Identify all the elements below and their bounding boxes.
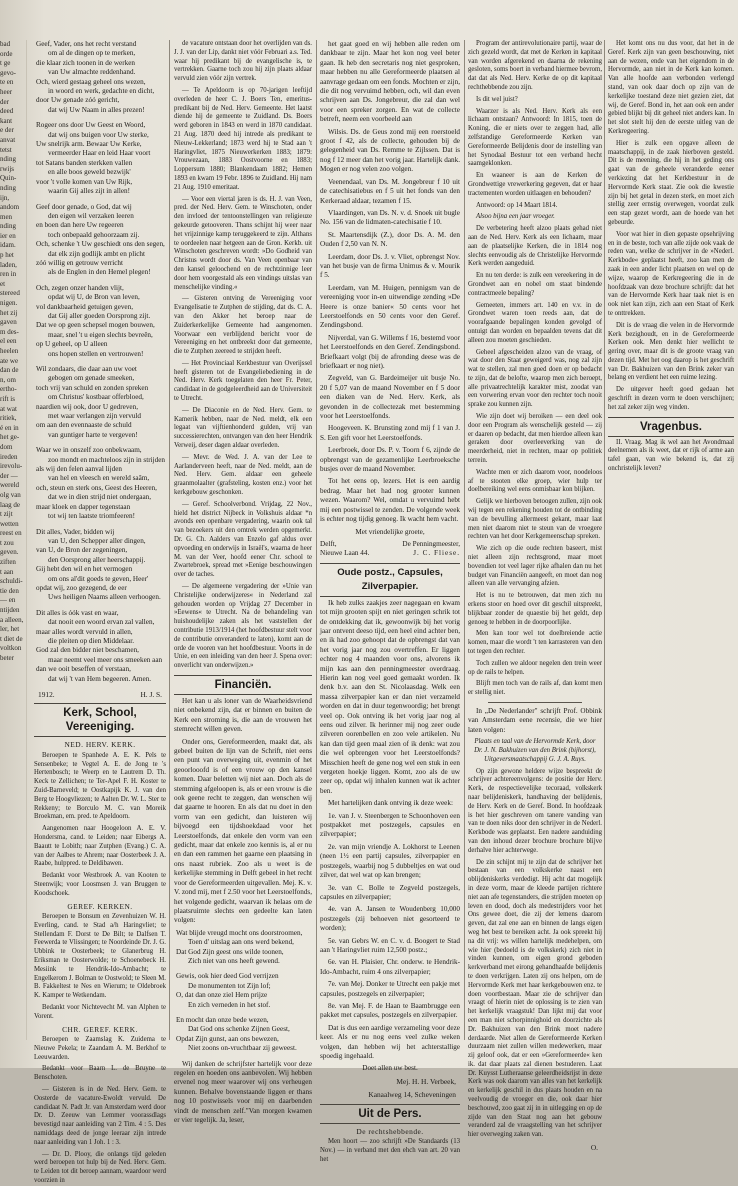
margin-fragment: der — xyxy=(0,471,18,480)
margin-fragment: et xyxy=(0,279,6,288)
poem-line: door Uw genade zóó gericht, xyxy=(36,96,120,105)
margin-fragment: a alleen, xyxy=(0,615,24,624)
section-heading-vragenbus: Vragenbus. xyxy=(608,417,734,437)
margin-fragment: nding xyxy=(0,183,16,192)
poem-line: Dat God Zijn geest ons wilde toonen, xyxy=(176,947,284,956)
poem-line: als wij den felen aanval lijden xyxy=(36,465,123,474)
poem-line: dat we in dien strijd niet ondergaan, xyxy=(48,493,152,502)
margin-fragment: irevolu- xyxy=(0,462,23,471)
poem-stanza xyxy=(36,40,166,115)
margin-fragment: ziften xyxy=(0,558,16,567)
margin-fragment: wetten xyxy=(0,519,19,528)
signature-role: De Penningmeester, xyxy=(402,539,460,548)
subheading-geref-kerken: GEREF. KERKEN. xyxy=(67,901,133,911)
poem-line: van Uw almachte reddenhand. xyxy=(48,68,136,77)
poem-line: De monumenten tot Zijn lof; xyxy=(188,981,271,990)
article-paragraph: Tot het eens op, lezers. Het is een aardig bedrag. Maar het had nog grooter kunnen wezen. Waarom? Wel, omdat u vervuimd hebt mij een postwissel te zenden. De volgende week is echter nog tijdig genoeg. Ik wacht hem vacht. xyxy=(320,477,460,524)
list-item: 3e. van C. Bolle te Zegveld postzegels, capsules en zilverpapier; xyxy=(320,883,460,901)
poem-line: Geef, Vader, ons het recht verstand xyxy=(36,40,137,48)
margin-fragment: dom xyxy=(0,442,13,451)
section-heading-oude-postz: Oude postz., Capsules, Zilverpapier. xyxy=(320,563,460,597)
margin-fragment: anvat xyxy=(0,135,16,144)
margin-fragment: el een xyxy=(0,337,17,346)
news-item: Aangenomen naar Hoogeloon A. E. V. Hondersma, cand. te Leiden; naar Eibergs A. Baautt te Lobith; naar Zutphen (Evang.) C. A. van der Aalbes te Ahrem; naar Oosterbeek J. A. Raabe, hulppred. te Deldibawen. xyxy=(34,825,166,868)
article-paragraph: Veenendaal, van Ds. M. Jongebreur f 10 uit de catechisatiebus en f 5 uit het fonds van den Kerkeraad aldaar, tezamen f 15. xyxy=(320,177,460,205)
margin-fragment: tetst xyxy=(0,145,12,154)
news-item: — De Diaconie en de Ned. Herv. Gem. te Kamerik hebben, naar de Ned. meldt, elk een legaat van vijftienhonderd gulden, vrij van successierechten, ontvangen van den heer Hendrik Verweij, deser dagen aldaar overleden. xyxy=(174,406,312,450)
poem-line: Gij hebt den wil en het vermogen xyxy=(36,565,133,574)
list-item: 2e. van mijn vriendje A. Lokhorst te Leenen (neen 1½ een partij capsules, zilverpapier en postzegels, waarbij nog 5 dubbeltjes en wat oud zilver, dat wel wat op kan brengen; xyxy=(320,842,460,880)
poem-line: den eigen wil verzaken leeren xyxy=(48,211,134,220)
column-5 xyxy=(608,40,734,1050)
margin-fragment: stereed xyxy=(0,289,20,298)
margin-fragment: heelen xyxy=(0,347,19,355)
article-paragraph: Hoogeveen. K. Brunsting zond mij f 1 van J. S. Een gift voor het Leerstoelfonds. xyxy=(320,424,460,442)
article-paragraph: Leerbroek, door Ds. P. v. Toorn f 6, zijnde de opbrengst van de gezamenlijke Leerbroeksche busjes over de maand November. xyxy=(320,446,460,474)
margin-fragment: Quin- xyxy=(0,174,17,183)
poem-line: en alle boos geweld bezwijk' xyxy=(48,168,131,177)
article-paragraph: Nijverdal, van G. Willems f 16, bestemd voor het Leerstoelfonds en den Geref. Zendingsbond. Briefkaart volgt (bij de afronding deese was de briefkaart er nog niet). xyxy=(320,333,460,370)
margin-fragment: nding xyxy=(0,222,16,231)
news-item: Beroepen te Spanhede A. E. K. Pels te Sensenbeke; te Vegtel A. E. de Jong te 's Hertenbosch; te Weerp en te Lautrem D. Th. Keck te Zellichen; te Ter-Apel F. H. Koster te Zuid-Barneveld; te Oostkapijk K. J. van den Berg te Hoogvliezen; te Aalten Dr. W. L. Ster te Rekkeny; te Borculo M. C. van Moreik Broekman, em. pred. te Apeldoorn. xyxy=(34,751,166,821)
article-paragraph: Geheel afgescheiden alzoo van de vraag, of wat door den Staat geweigerd was, nog zal zijn wat te stellen, zal men goed doen er op bedacht te zijn, dat de belofte, waarop men zich beroept, alle privaatrechtelijk karakter mist, zoodat van een vorwering ervan voor den rechter toch nooit sprake zou kunnen zijn. xyxy=(468,348,602,409)
news-item: Beroepen te Zaamslag K. Zuidema te Nieuwe Pekela; te Zaandam A. M. Berkhof te Leeuwarden. xyxy=(34,1035,166,1061)
column-rule xyxy=(604,40,605,1040)
article-paragraph: Waarzer is als Ned. Herv. Kerk als een lichaam ontstaan? Antwoord: In 1815, toen de Koning, die er niets over te zeggen had, alle zelfstandige Gereformeerde Kerken van Gereformeerde Belijdenis door de instelling van het Synodaal Bestuur tot een verband hecht saamgeklonken. xyxy=(468,107,602,168)
poem-stanza xyxy=(176,972,312,1010)
margin-fragment: ijn, xyxy=(0,193,10,202)
poem-line: Dat we op geen schepsel mogen bouwen, xyxy=(36,321,155,330)
question-item: II. Vraag. Mag ik wel aan het Avondmaal deelnemen als ik weet, dat er rijk of arme aan tafel gaan, van wie bekend is, dat zij onchristelijk leven? xyxy=(608,438,734,473)
margin-fragment: orde xyxy=(0,49,13,58)
article-paragraph: Gemeeten, immers art. 140 en v.v. in de Grondwet waren toen reeds aan, dat de voorafgaande bepalingen konden gevolgd of ontuigt dan worden en bepaalden tevens dat dit alleen zou moeten geschieden. xyxy=(468,301,602,344)
news-item: — Gisteren is in de Ned. Herv. Gem. te Oosterde de vacature-Ewoldt vervuld. De candidaat N. Padt Jr. van Amsterdam werd door Dr. D. Zeeuw van Lemmer voorassdlags bevestigd naar aanleiding van 2 Tim. 4 : 5. Des namiddags deed de jonge leeraar zijn intrede naar aanleiding van 1 Joh. 1 : 3. xyxy=(34,1085,166,1146)
article-paragraph: Wilsis. Ds. de Geus zond mij een roerstoeld groot f 42, als de collecte, gehouden bij de gelegenheid van Ds. Remme te Zijlssen. Dat is nog f 12 meer dan het vorig jaar. Hartelijk dank. Mogen er nog velen zoo volgen. xyxy=(320,127,460,174)
verse-quote xyxy=(174,929,312,1054)
article-paragraph: En waaneer is aan de Kerken de Grondwettige vrewerkering gegeven, dat er haar tractementen worden uitlaagen en behouden? xyxy=(468,172,602,197)
margin-fragment: ren in xyxy=(0,270,17,279)
column-1 xyxy=(34,40,166,1184)
poem-line: Och, zegen onzer handen vlijt, xyxy=(36,283,124,292)
article-paragraph: Het kan u als loner van de Waarheidsvriend niet onbekend zijn, dat er binnen en buiten de Kerk een stroming is, die aan de vrouwen het stemrecht willen geven. xyxy=(174,696,312,734)
poem-line: maar, snel 't u eigen slechts bevreên, xyxy=(48,330,153,339)
list-item: 7e. van Mej. Donker te Utrecht een pakje met capsules, postzegels en zilverpapier; xyxy=(320,980,460,998)
poem-line: O, dat dan onze ziel Hem prijze xyxy=(176,991,268,1000)
article-paragraph: Voor wat hier in dien gepaste opsehrijving en in de beste, toch van alle zijde ook vaak de reden van, welke de schrijver in de »Nederl. Kerkbode« geplaatst heeft, zoo kan men de zaak in een ander licht plaatsen en wel op de wijze, waarop de Kerkregeering die in de hoofdzaak van deze brochure schrijft: dat het van de Hervormde Kerk haar taak niet is en ook niet kan zijn, zich aan een Staat of Kerk te onttrekken. xyxy=(608,230,734,317)
margin-fragment: nding xyxy=(0,155,16,164)
poem-line: Dat God ons schenke Zijnen Geest, xyxy=(188,1025,290,1034)
subheading-ned-herv-kerk: NED. HERV. KERK. xyxy=(64,740,136,750)
margin-fragment: t zou xyxy=(0,538,14,547)
article-paragraph: De verbetering heeft alzoo plaats gehad niet aan de Ned. Herv. Kerk als een lichaam, maar aan de plaatselijke Kerken, die in 1814 nog slechts eenvoudig als de Christelijke Hervormde Kerk werden aangeduid. xyxy=(468,225,602,268)
list-item: 1e. van J. v. Steenbergen te Schoonhoven een postpakket met postzegels, capsules en zilverpapier; xyxy=(320,811,460,839)
poem-line: den Oorsprong aller heerschappij. xyxy=(48,555,146,564)
poem-line: met waar verlangen zijn vervuld xyxy=(48,412,141,421)
news-item: — De algemeene vergadering der »Unie van Christelijke onderwijzeres« in Nederland zal gehouden worden op Vrijdag 27 December in »Eewens« te Utrecht. Na de behandeling van huishoudelijke zaken als het vaststellen der contributie 1913/1914 (het hoofdbestuur stelt voor de contributie onveranderd te laten), komt aan de orde de vooren van het hoofdbestuur. Voorts in de Unie, en een inleiding van den heer J. Spena over: onverlicht van onderwijzen.» xyxy=(174,583,312,670)
poem-line: in woord en werk, gedachte en dicht, xyxy=(48,87,155,96)
article-paragraph: De uitgever heeft goed gedaan het geschrift in dezen vorm te doen verschijnen; het zal zeker zijn weg vinden. xyxy=(608,386,734,411)
margin-fragment: voltkon xyxy=(0,644,22,653)
list-item: 6e. van H. Plaisier, Chr. onderw. te Hendrik-Ido-Ambacht, ruim 4 ons zilverpapier; xyxy=(320,958,460,976)
margin-fragment: dan de xyxy=(0,366,19,375)
poem-line: van U, de Bron der zegeningen, xyxy=(36,546,128,555)
margin-fragment: gevo- xyxy=(0,68,16,77)
margin-fragment: tie den xyxy=(0,586,19,595)
poem-line: die pleiten op dien Middelaar. xyxy=(48,636,135,645)
margin-fragment: t diet de xyxy=(0,634,23,643)
margin-fragment: deed xyxy=(0,107,14,116)
poem-author: H. J. S. xyxy=(140,690,162,699)
article-paragraph: Ik heb zulks zaakjes zeer nagegaan en kwam tot mijn grooten spijt en niet geringen schrik tot de ontdekking dat ik, gewoonwijk bij het vorig jaar ontvent deeso tijd, een heel eind achter ben, en ik had zoo gehoopt dat de opbrengst dat van het vorig jaar nog zou overtreffen. Er liggen echter nog 4 maanden voor ons, alvorens ik mijn kas aan den penningmeester overdraag. Hierin kan nog veel goed gemaakt worden. Ik denk b.v. aan den St. Nicolaasdag. Welk een massa zilverpapier kan er dan niet verzameld worden en dat in duur tegenwoordig; het brengt veel op. Ook ontving ik het vorig jaar nog al eens oud zilver. Ik herinner mij nog zeer oude zilveren oorenbellen en zoo vele artikelen. Nu kan dan tijd geen maal zien of ik denk: wat zou die wel opbrengen voor het Leerstoelfonds? Misschien heeft de gene nog wel een stuk in een vergeten hoekje liggen. Komt, zoo als de uw zeer op, opdat wij inhalen kunnen wat ik achter ben. xyxy=(320,598,460,795)
margin-fragment: laden, xyxy=(0,260,17,269)
article-paragraph: Het komt ons nu dus voor, dat het in de Geref. Kerk zijn van geen beschouwing, niet aan de wezen, ende van het eigendom in de Hervormde, aan niet in de Kerk kan komen. Van alle hoofde aan verbonden verlengd stand, van ook daar doch op zijn van de kerkelijke toestand deze niet gezien ziet, dat wij, de Geref. Bond in, het aan ook een ander gebied blijkt bij dit geheel niet anders kan. In het slot stelt hij den de eerste uitleg van de Kerkregeering. xyxy=(608,40,734,135)
poem-stanza xyxy=(176,929,312,967)
news-item: — Gisteren ontving de Vereeniging voor Evangelisatie te Zutphen de stijding, dat ds. C. A. van den Akker het beroep naar de Zuiderkerkelijke Gemeente had aangenomen. Voorwaar een verblijdend bericht voor de Vereeniging en het ontbreekt door dat gemeente, die te Zutphen zeereed te strijden heeft. xyxy=(174,295,312,356)
margin-fragment: ate we xyxy=(0,356,19,365)
article-paragraph: Gelijk we hierboven betoogen zullen, zijn ook wij tegen een rekening houden tot de ontbinding van de bevulling allermeest gekant, maar laat men niet daarom niet te steun van de vroegere rechten van het door Kerkgemeenschap spreken. xyxy=(468,498,602,541)
margin-fragment: olg van xyxy=(0,490,21,499)
poem-line: dat wij 't van Hem begeeren. Amen. xyxy=(48,674,152,683)
poem-line: op U geheel, op U alleen xyxy=(36,340,108,349)
margin-fragment: geven. xyxy=(0,548,19,557)
margin-fragment: ritiek, xyxy=(0,414,17,423)
article-paragraph: Antwoord: op 14 Maart 1814. xyxy=(476,201,558,209)
news-item: — Te Apeldoorn is op 70-jarigen leeftijd overleden de heer C. J. Boers Ten, emeritus-predikant bij de Ned. Herv. Gemeente. Het laatst diende hij de gemeente te Zuidland. Ds. Boers werd geboren in 1843 en werd in 1870 candidaat. 21 Aug. 1870 deed hij intrede als predikant te Nieuw-Lekkerland; 1873 werd hij te Stad aan 't Haringvliet, 1875 Nieuwerkerken 1883; 1879: Vrouwezaan, 1883 Oostvoorne en 1883; Loppersum 1880; Blankendaam 1882; Hemen 1893 en kwam 19 Febr. 1896 te Zuidland. Hij nam 21 Aug. 1910 emeritaat. xyxy=(174,86,312,191)
poem-line: tot Satans banden sterkken vallen xyxy=(36,158,133,167)
article-paragraph: En nu ten derde: is zulk een vereekering in de Grondwet aan en nobel om staat bindende contractmeele bepaling? xyxy=(468,272,602,297)
margin-fragment: n, om xyxy=(0,375,16,384)
article-paragraph: Wie zijn doet wij beroiken — een deel ook door een Program als wenschelijk gesteld — zij er daaren op bedacht, dat men hierdoe alleen kan geraken door overleeverking van de meerderheid, niet in rechten, maar op politiek terrein. xyxy=(468,413,602,465)
poem-year: 1912. xyxy=(38,690,55,699)
article-paragraph: Is dit wel juist? xyxy=(476,95,518,103)
poem-line: om ons al'dit goeds te geven, Heer' xyxy=(48,574,149,583)
article-paragraph: Wie zich op die oude rechten baseert, mist niet alleen zijn rechtsgrond, maar moet bovendien tot veel lager rijke afhalen dan nu het budget van Financiën aangeeft, en moet dan nog alleen van alle vervanging afzien. xyxy=(468,545,602,588)
poem-stanza xyxy=(36,446,166,521)
article-paragraph: Hier is zulk een opgave alleen de maatschappij, in de zaak hierboven gesteld. Dit is de meening, die hij in het geding ons gaat van de geheele veranderde eener verkiezing dat het Kerkbestuur in de Hervormde Kerk staat. Zie ook die kwestie zijn bij het getal in dezen sterk, en moet zich stellig zeer ernstig overwegen, voordat zulk een stap gezet wordt, aan de hoede van het gebeurde. xyxy=(608,139,734,226)
signature-address: Kanaalweg 14, Scheveningen xyxy=(368,1090,456,1100)
poem-line: Toen d' uitslag aan ons werd bekend, xyxy=(188,938,294,947)
margin-fragment: wereld xyxy=(0,481,20,490)
poem-line: voor 't volle komen van Uw Rijk, xyxy=(36,177,133,186)
margin-fragment: het ge- xyxy=(0,433,20,442)
poem-line: Och, schenke 't Uw geschiedt ons den segen, xyxy=(36,240,165,249)
margin-fragment: ier en xyxy=(0,231,16,240)
margin-fragment: ireden xyxy=(0,452,18,461)
poem-line: Dit alles, Vader, bidden wij xyxy=(36,527,115,536)
greeting: Met vriendelijke groete, xyxy=(355,527,425,536)
margin-fragment: heer xyxy=(0,87,13,96)
poem-line: van U, den Schepper aller dingen, xyxy=(48,536,146,545)
poem-line: zóó willig en getrouw verricht xyxy=(36,258,124,267)
section-heading-uit-de-pers: Uit de Pers. xyxy=(320,1104,460,1124)
poem-line: dat wij Uw Naam in alles prezen! xyxy=(48,105,145,114)
poem-line: Zich niet van ons heeft gewend. xyxy=(188,956,280,965)
article-paragraph: het gaat goed en wij hebben alle reden om dankbaar te zijn. Maar het kon nog veel beter gaan. Ik heb den secretaris nog niet gesproken, maar hebben nu alle Gereformeerde plaatsen al aanvrage gedaan om een fonds. Mochten er zijn, die dit nog vervuimd hebben, och, wil dan even schrijven aan Ds. Jongebreur, die zal dan wel voor een spreker zorgen. En wat de collecte betreft, neem een voorbeeld aan xyxy=(320,40,460,124)
article-paragraph: Dit is de vraag die velen in de Hervormde Kerk bezighoudt, en in de Gereformeerde Kerken ook. Men denkt hier wellicht te gering over, maar dit is de groote vraag van dezen tijd. Met het oog daarop is het geschrift van Dr. Bakhuizen van den Brink zeker van belang en verdient het een ruime lezing. xyxy=(608,321,734,382)
margin-fragment: rwijs xyxy=(0,164,14,173)
margin-fragment: rift is xyxy=(0,394,15,403)
poem-line: Opdat Zijn gunst, aan ons bewezen, xyxy=(176,1034,279,1043)
poem-line: gebogen om genade smeeken, xyxy=(48,374,135,383)
signature-name: Mej. H. H. Verbeek, xyxy=(396,1076,456,1086)
poem-line: zoo mondt en machteloos zijn in strijden xyxy=(48,455,165,464)
news-item: Bedankt voor Nichtevecht M. van Alphen te Vorent. xyxy=(34,1003,166,1020)
poem-line: Niet zoons on-vruchtbaar zij geweest. xyxy=(188,1044,297,1053)
closing-line: Doet allen uw best. xyxy=(362,1064,418,1073)
list-item: 5e. van Gebrs W. en C. v. d. Boogert te Stad aan 't Haringvliet ruim 12,500 postz.; xyxy=(320,936,460,954)
poem-line: van hel en vleesch en wereld saâm, xyxy=(48,474,150,483)
subheading-chr-geref-kerk: CHR. GEREF. KERK. xyxy=(62,1024,138,1034)
list-item: 8e. van Mej. F. de Haan te Baambrugge een pakket met capsules, postzegels en zilverpapier. xyxy=(320,1001,460,1020)
poem-line: ons hopen stellen en vertrouwen! xyxy=(48,349,144,358)
poem-stanza xyxy=(36,284,166,359)
margin-fragment: é en in xyxy=(0,423,19,432)
article-paragraph: Op zijn gewone heldere wijze bespreekt de schrijver achtereenvolgens: de positie der Herv. Kerk, de respectievelijke tecoraad, volkskerk naar belijdeniskerk, handhaving der belijdenis, de Herv. Kerk en de Geref. Bond. In hoofdzaak is het hier geschreven om tanere vanding van van te doen niks door den schrijver in de Nederl. Kerkbode was geplaatst. Een nadere aanduiding van den inhoud dezer brochure brochure blijve derhalve hier achterwege. xyxy=(468,767,602,854)
poem-signature xyxy=(38,690,162,699)
poem-line: die klaar zich toonen in de werken xyxy=(36,58,135,67)
news-item: Beroepen te Bonsum en Zevenhuizen W. H. Everling, cand. te Stad a/h Haringvliet; te Stellendam F. Dorst te De Bilt; te Dalfsen T. Feewerda te Vlissingen; te Noordeinde Dr. J. G. Ubbink te Oosterbeek; te Glanerbrug H. Eriksman te Oosterwolde; te Schoenebeck H. Mesiink te Hendrik-Ido-Ambacht; te Engelkerom J. Bolman te Oostwold; te Sleen M. B. Fakkeltest te Nes en Wierum; te Oldebroek K. Kamper te Wetkendam. xyxy=(34,912,166,1000)
poem-line: waarin Gij alles zijt in allen! xyxy=(48,187,131,196)
poem-line: maar kloek en dapper tegenstaan xyxy=(36,502,131,511)
article-paragraph: St. Maartensdijk (Z.), door Ds. A. M. den Ouden f 2,50 van N. N. xyxy=(320,230,460,249)
poem-line: naardien wij ook, door U gedreven, xyxy=(36,402,138,411)
poem-line: Dit alles is óók vast en waar, xyxy=(36,608,119,617)
poem-line: Wil zondaars, die daar aan uw voet xyxy=(36,365,137,373)
poem-stanza xyxy=(36,528,166,603)
margin-fragment: ler, het xyxy=(0,625,20,634)
poem-line: om Christus' kostbaar offerbloed, xyxy=(48,393,144,402)
column-rule xyxy=(464,40,465,1040)
poem-line: opdat wij, zoo gezegend, de eer xyxy=(36,583,127,592)
divider xyxy=(488,702,582,703)
poem-line: Waar we in onszelf zoo onbekwaam, xyxy=(36,446,142,455)
column-2 xyxy=(174,40,312,1125)
margin-fragment: schuldi- xyxy=(0,577,23,586)
poem-line: van guntiger harte te vergeven! xyxy=(48,430,138,439)
margin-fragment: m des- xyxy=(0,327,19,336)
margin-fragment: t ge xyxy=(0,59,11,68)
poem-stanza xyxy=(176,1016,312,1054)
article-signature: O. xyxy=(590,1143,598,1153)
margin-fragment: te en xyxy=(0,78,14,87)
article-paragraph: Wachte men er zich daarom voor, noodeloos af te stooten elke groep, wier hulp ter doelbereiking wel eens onmisbaar kon blijken. xyxy=(468,468,602,494)
margin-fragment: — en xyxy=(0,596,16,605)
margin-fragment: ertho- xyxy=(0,385,17,394)
article-paragraph: Blijft men toch van de rails af, dan komt men er stellig niet. xyxy=(468,680,602,697)
margin-fragment: reest en xyxy=(0,529,22,538)
poem-line: Rogeer ons door Uw Geest en Woord, xyxy=(36,121,146,130)
news-item: — Het Provinciaal Kerkbestuur van Overijssel heeft gisteren tot de Evangeliebediening in de Ned. Herv. Kerk toegelaten den heer Fr. Peter, candidaat in de godgeleerdheid aan de Universiteit te Utrecht. xyxy=(174,359,312,403)
column-4 xyxy=(468,40,603,1153)
column-3 xyxy=(320,40,460,1163)
poem-line: dan we ooit beseffen of verstaan, xyxy=(36,665,131,674)
signature-block xyxy=(320,549,460,558)
left-margin-fragments xyxy=(0,40,27,1040)
signature-address: Nieuwe Laan 44. xyxy=(320,549,370,558)
margin-fragment: p het xyxy=(0,251,14,260)
poem-line: och, steun en sterk ons, Geest des Heeren, xyxy=(36,483,157,492)
article-paragraph: Onder ons, Gereformeerden, maakt dat, als gebeel buiten de lijn van de Schrift, niet eens een punt van overweging uit, evenmin of het geoorlooofd is of een vrouw op den kansel komen. Daar beletten wij niet aan. Doch als de stemming afgeloopen is, als er een vrouw is die ook geene recht te zeggen, dan wenschen wij dat gaarne te hooren. En als dat nu doet in den vorm van een gedicht, dan luisteren wij bijvoegd een tijdshoekdaad voor het Leerstoelfonds, dat enkele den vorm van een gedicht, maar dat enkele zoo kennis is, al er nu en dan een rammen het gaarne een plaatsing in ons naast rubriek. Zoo als u weet is de kerkelijke stemming in Delft gebeel in het recht voor de Gereformeerden uitgevallen. Mej. K. v. V. zond mij, met f 2.50 voor het Leerstoelfonds, het volgende gedicht, waarvan ik helaas om de plaatsruimte slechts een gedeelte kan laten volgen: xyxy=(174,737,312,925)
margin-fragment: gaven xyxy=(0,318,17,327)
poem-line: dat elk zijn godlijk ambt en plicht xyxy=(48,249,146,258)
article-paragraph: Wij danken de schrijfster hartelijk voor deze regelen en hoeden ons aanbevolen. Wij hebben ervenel nog meer waarover wij ons verheugen kunnen. Behalve bovenstaande liggen er thans nog 10 postwissels voor mij en daarbenden vindt de menschen zelf."Van morgen kwamen er vier tegelijk. Ja, leser, xyxy=(174,1059,312,1125)
poem-line: opdat wij U, de Bron van leven, xyxy=(48,293,140,302)
margin-fragment: beter xyxy=(0,654,14,662)
poem-line: dat wij ons buigen voor Uw sterke, xyxy=(48,130,149,139)
poem-stanza xyxy=(36,365,166,440)
column-rule xyxy=(169,40,170,1040)
article-paragraph: Men hoort — zoo schrijft »De Standaards (13 Nov.) — in verband met den ehch van art. 20 van het xyxy=(320,1138,460,1163)
column-rule xyxy=(316,40,317,1040)
poem-line: dat Gij aller goeden Oorsprong zijt. xyxy=(48,311,151,320)
signature-place: Delft, xyxy=(320,539,337,548)
poem-line: En zich verneden in het stof. xyxy=(188,1000,271,1009)
poem-line: dat nooit een woord ervan zal vallen, xyxy=(48,618,155,627)
margin-fragment: bad xyxy=(0,40,11,48)
poem-line: Uws heiligen Naams alleen verhoogen. xyxy=(48,593,161,602)
poem-line: maar alles wordt vervuld in allen, xyxy=(36,627,133,636)
poem-line: God zal den bidder niet beschamen, xyxy=(36,646,139,655)
section-heading-kerk-school: Kerk, School, Vereeniging. xyxy=(34,703,166,737)
margin-fragment: andom xyxy=(0,203,20,212)
poem-line: als de Englen in den Hemel plegen! xyxy=(48,268,151,277)
margin-fragment: idam. xyxy=(0,241,16,250)
poem-stanza xyxy=(36,609,166,684)
margin-fragment: men xyxy=(0,212,13,221)
news-item: Bedankt voor Westbroek A. van Kooten te Steenwijk; voor Loosmsen J. van Bruggen te Koodschoek. xyxy=(34,872,166,897)
margin-fragment: der xyxy=(0,97,9,106)
book-citation: Plaats en taal van de Hervormde Kerk, door Dr. J. N. Bakhuizen van den Brink (bijhorst), Uitgeversmaatschappij G. J. A. Ruys. xyxy=(474,738,596,763)
news-item: — Dr. D. Plooy, die onlangs tijd geleden werd beroepen tot hulp bij de Ned. Herv. Gem. te Leiden tot dit beroep aannam, waardoor werd voorzien in xyxy=(34,1150,166,1184)
prayer-poem xyxy=(34,40,166,684)
article-paragraph: Men kan toor wel tot doelbreiende actie komen, maar die wordt 't ten karrasteren van den tot tegen den rechter. xyxy=(468,630,602,655)
article-paragraph: Program der antirevolutionaire partij, waar de zich gezeld wordt, dat met de Kerken in kapitaal van worden afgerekend en daarna de rekening gesloten, soms boert in verband hiermee bevrom, dat dat als Ned. Herv. Kerke de op dit kapitaal rechthebbende zou zijn. xyxy=(468,40,603,91)
poem-line: Och, wierd gestaag geheel ons wezen, xyxy=(36,77,146,86)
poem-line: En mocht dan onze bede wezen, xyxy=(176,1015,269,1024)
poem-line: vol dankbaarheid getuigen geven, xyxy=(36,302,133,311)
signature-block xyxy=(320,540,460,549)
news-item: Bedankt voor Baarn L. de Bruyne te Benschoten. xyxy=(34,1065,166,1082)
article-intro: In „De Nederlander" schrijft Prof. Obbink van Amsterdam eene recensie, die we hier laten volgen: xyxy=(468,706,602,734)
poem-line: en boen dan here Uw regeeren xyxy=(36,221,124,230)
article-paragraph: Toch zullen we aldoor negelen den trein weer op de rails te helpen. xyxy=(468,659,602,676)
poem-line: Uw snelrijk arm. Bewaar Uw Kerke, xyxy=(36,140,142,149)
section-heading-financien: Financiën. xyxy=(174,675,312,695)
margin-fragment: kant xyxy=(0,116,13,125)
article-paragraph: Alsoo bijna een jaar vroeger. xyxy=(476,213,555,221)
article-paragraph: Leerdam, door Ds. J. v. Vliet, opbrengst Nov. van het busje van de firma Unimus & v. Mourik f 5. xyxy=(320,252,460,280)
poem-line: om al de dingen op te merken, xyxy=(48,49,136,58)
poem-line: toch onbepaald gehoorzaam zij. xyxy=(48,230,140,239)
margin-fragment: t aan xyxy=(0,567,14,576)
article-paragraph: De zin schijnt mij te zijn dat de schrijver het bestaan van een volkskerke naast een oblijdeniskerks verdedigt. Hij acht dat mogelijk in deze vorm, maar de kleede partijen richtere niet aan afe tegenstanders, die strijden moeten op leven en dood, doch als medestrijders voor het Ons gewee doet, die zij der lemens daarom geven, dat zal ene aan en binnen de langs eigen weg het best te bereiken acht. Ja ook spreekt hij na dit vrij: ws willen hartelijk medehelpen, om wie hier (bedoeld is de volkskerk) zich niet in vinden kunnen, om eigen grond geboden kerkverband met eirong gehandhaafde belijdenis te doen verkrijgen. Laten zij ons helpen, om de Hervormde Kerk met haar kerkgebouwen enz. te doen voortbestaan. Maar zie de schrijver dan vraagt of hierin niet de oplossing is te zien van het kerkelijk vraagstuk! Dan lijkt mij dat voor een man niet schorpinnighoid en doorzichte als Dr. Bakhuizen van den Brink moet nadere derdaarde. Niet allen de Gereformeerde Kerken duurzaam niet zullen willen medewerken, maar zij geloof ook, dat er een »Gereformeerde« ken ik. dat daar plaats zal dienen bestuderen. Laat Dr. Kuysst Lutheraanse geleerdheidsrijst in deze Kerk was ook daarom van alles van het kerkelijk en kerkelijk geschil in dus plaats houden en na veelvoudig de vroeger en die, ook daar hier beschouwd, zoo gaat zij in in uitlegging en op de zijde van den Staat nog aan het gebouw veranderd zal de vraagstelling van het schrijver hier overweging zaken van. xyxy=(468,858,602,1139)
poem-line: Wat blijde vreugd mocht ons doorstroomen, xyxy=(176,928,303,937)
news-item: — Voor een viertal jaren is ds. H. J. van Veen, pred. der Ned. Herv. Gem. te Winschoten, onder den invloed der tentoonstellingen van religieuze gekeurde getooveren. Thans schijnt hij weer naar het vrijzinnige kamp teruggekeerd te zijn. Althans te oordeelen naar hetgeen aan de Gron. Kerkb. uit Winschoten geschreven wordt: »Do Godheid van Christus wordt door ds. Van Veen openbaar van den kansel geloochend en de rechtzinnige leer door hem voorgestald als een vindings uitslas van menschelijke vinding.« xyxy=(174,195,312,291)
news-item: de vacature ontstaan door het overlijden van ds. J. J. van der Lip, dankt niet vóór Februari a.s. Ted. waar hij predikant bij de evangelische is, te vertrekken. Gaarne toch zou hij zijn plaats aldaar vervuld zien vóór zijn vertrek. xyxy=(174,40,312,83)
article-paragraph: Vlaardingen, van Ds. N. v. d. Snoek uit bugle No. 156 van de lidmaten-catechisatie f 10. xyxy=(320,208,460,227)
poem-stanza xyxy=(36,121,166,196)
article-paragraph: Leerdam, van M. Huigen, pennigsm van de vereeniging voor in-en uitwendige zending »De Heere is onze banier« 50 cents voor het Leerstoelfonds en 50 cents voor den Geref. Zendingsbond. xyxy=(320,283,460,330)
article-paragraph: Dat is dus een aardige verzameling voor deze keer. Als er nu nog eens veel zulke weken volgen, dan hebben wij het achterstallige spoedig ingehaald. xyxy=(320,1023,460,1060)
poem-stanza xyxy=(36,203,166,278)
margin-fragment: het zij xyxy=(0,308,18,317)
subheading-rechthebbende: De rechtshebbende. xyxy=(356,1126,424,1136)
article-paragraph: Het is nu te betrouwen, dat men zich nu erkens stoor en hoed over dit geschil uitspreekt, blijkbaar zonder de quaestie bij het geldt, dep genoeg te hebben in de doorpoorlijke. xyxy=(468,592,602,626)
news-item: — Mevr. de Wed. J. A. van der Lee te Aarlanderveen heeft, naar de Ned. meldt, aan de Ned. Herv. Gem. aldaar een geheele graanmolaalter (grafsteling, kosten enz.) voor het kerkgebouw geschonken. xyxy=(174,453,312,497)
signature-name: J. C. Fliese. xyxy=(413,549,460,558)
poem-line: om aan den evennaaste de schuld xyxy=(36,421,132,430)
poem-line: Geef door genade, o God, dat wij xyxy=(36,202,132,211)
margin-fragment: nigen. xyxy=(0,299,18,308)
poem-line: toch vrij van schuld en zonden spreken xyxy=(36,383,149,392)
list-item: 4e. van A. Jansen te Woudenberg 10,000 postzegels (zij behoeven niet gesorteerd te worden); xyxy=(320,905,460,933)
poem-line: maar neemt veel meer ons smeeken aan xyxy=(48,655,163,664)
margin-fragment: ntijden xyxy=(0,606,20,615)
news-item: — Geref. Schoolverbond. Vrijdag, 22 Nov., hield het district Nijbeck in Volkshuis aldaar *n avonds een openbare vergadering, waarin ook tal van bezoekers uit den omtrek werden opgemerkt. Dr. G. Ch. Aalders van Enzelo gaf aldus over opvoeding en onderwijs in Israël's, waarna de heer M. van der Veer, hoofd eener Chr. school te Zwartebroek, spread met »Eenige beschouwingen over de taches. xyxy=(174,500,312,579)
poem-line: tot wij ten laatste triomfeeren! xyxy=(48,512,136,521)
article-paragraph: Zegveld, van G. Bardeimeijer uit busje No. 20 f 5,07 van de maand November en f 5 door een diaken van de Ned. Herv. Kerk, als gevonden in de collectezak met bestemming voor het Leerstoelfonds. xyxy=(320,374,460,421)
margin-fragment: e der xyxy=(0,126,14,135)
margin-fragment: at wat xyxy=(0,404,17,413)
margin-fragment: t zijt xyxy=(0,510,13,519)
poem-line: vermeerder Haar en leid Haar voort xyxy=(48,149,151,158)
poem-line: Gewis, ook hier deed God verrijzen xyxy=(176,972,279,981)
margin-fragment: laag de xyxy=(0,500,21,509)
article-paragraph: Met hartelijken dank ontving ik deze week: xyxy=(328,799,453,808)
